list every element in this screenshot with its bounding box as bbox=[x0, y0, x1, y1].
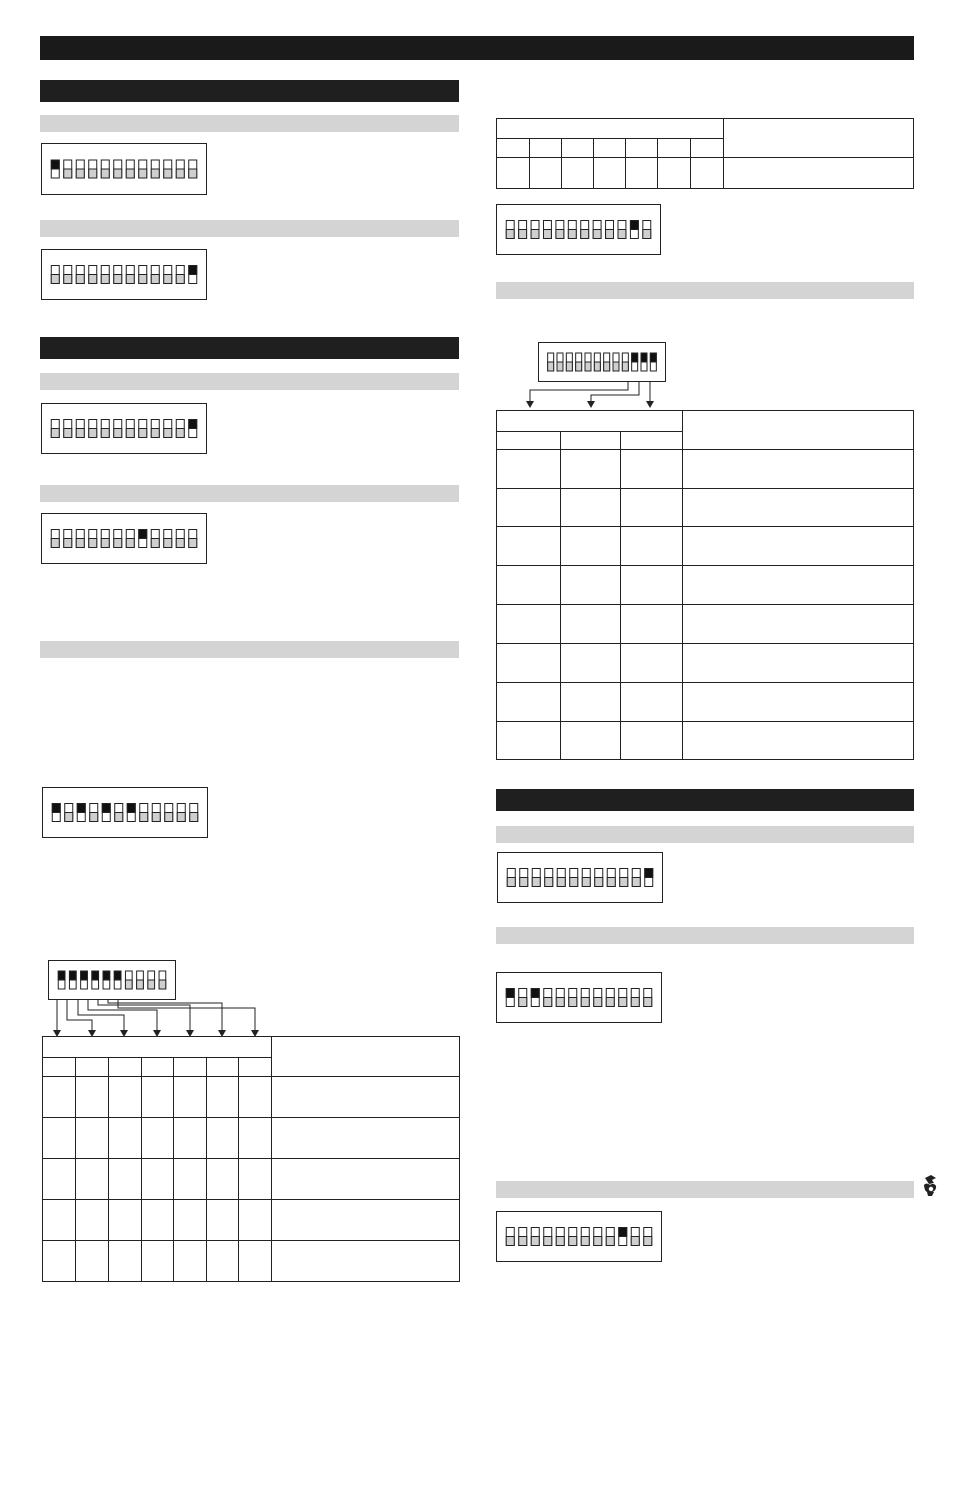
switch-off bbox=[556, 1228, 564, 1246]
switch-off bbox=[532, 869, 540, 887]
switch-off bbox=[519, 1228, 527, 1246]
switch-off bbox=[544, 1228, 552, 1246]
switch-off bbox=[595, 869, 603, 887]
switch-off bbox=[594, 1228, 602, 1246]
switch-off bbox=[594, 989, 602, 1007]
dip-switch-block bbox=[497, 852, 663, 903]
switch-on bbox=[531, 989, 539, 1007]
switch-off bbox=[619, 989, 627, 1007]
logo-mark-icon bbox=[922, 1174, 939, 1198]
switch-on bbox=[645, 869, 653, 887]
switch-off bbox=[545, 869, 553, 887]
switch-off bbox=[506, 1228, 514, 1246]
dip-switch-block bbox=[496, 972, 662, 1023]
section-bar-3 bbox=[496, 789, 914, 811]
switch-off bbox=[531, 1228, 539, 1246]
switch-off bbox=[620, 869, 628, 887]
switch-off bbox=[582, 869, 590, 887]
switch-on bbox=[506, 989, 514, 1007]
switch-off bbox=[520, 869, 528, 887]
switch-off bbox=[581, 1228, 589, 1246]
switch-off bbox=[569, 1228, 577, 1246]
switch-off bbox=[644, 989, 652, 1007]
dip-switch-block bbox=[496, 1211, 662, 1262]
switch-off bbox=[569, 989, 577, 1007]
switch-off bbox=[644, 1228, 652, 1246]
switch-off bbox=[556, 989, 564, 1007]
switch-off bbox=[519, 989, 527, 1007]
switch-off bbox=[631, 989, 639, 1007]
right-settings-table bbox=[496, 410, 915, 762]
switch-off bbox=[606, 1228, 614, 1246]
subsection-bar-3b bbox=[496, 826, 914, 843]
switch-off bbox=[557, 869, 565, 887]
switch-off bbox=[606, 989, 614, 1007]
switch-off bbox=[507, 869, 515, 887]
subsection-bar-3d bbox=[496, 1181, 914, 1198]
switch-off bbox=[632, 869, 640, 887]
recycle-logo-icon-visible bbox=[921, 1474, 939, 1498]
switch-off bbox=[581, 989, 589, 1007]
switch-off bbox=[570, 869, 578, 887]
subsection-bar-3c bbox=[496, 927, 914, 944]
switch-off bbox=[631, 1228, 639, 1246]
switch-on bbox=[619, 1228, 627, 1246]
switch-off bbox=[544, 989, 552, 1007]
switch-off bbox=[607, 869, 615, 887]
